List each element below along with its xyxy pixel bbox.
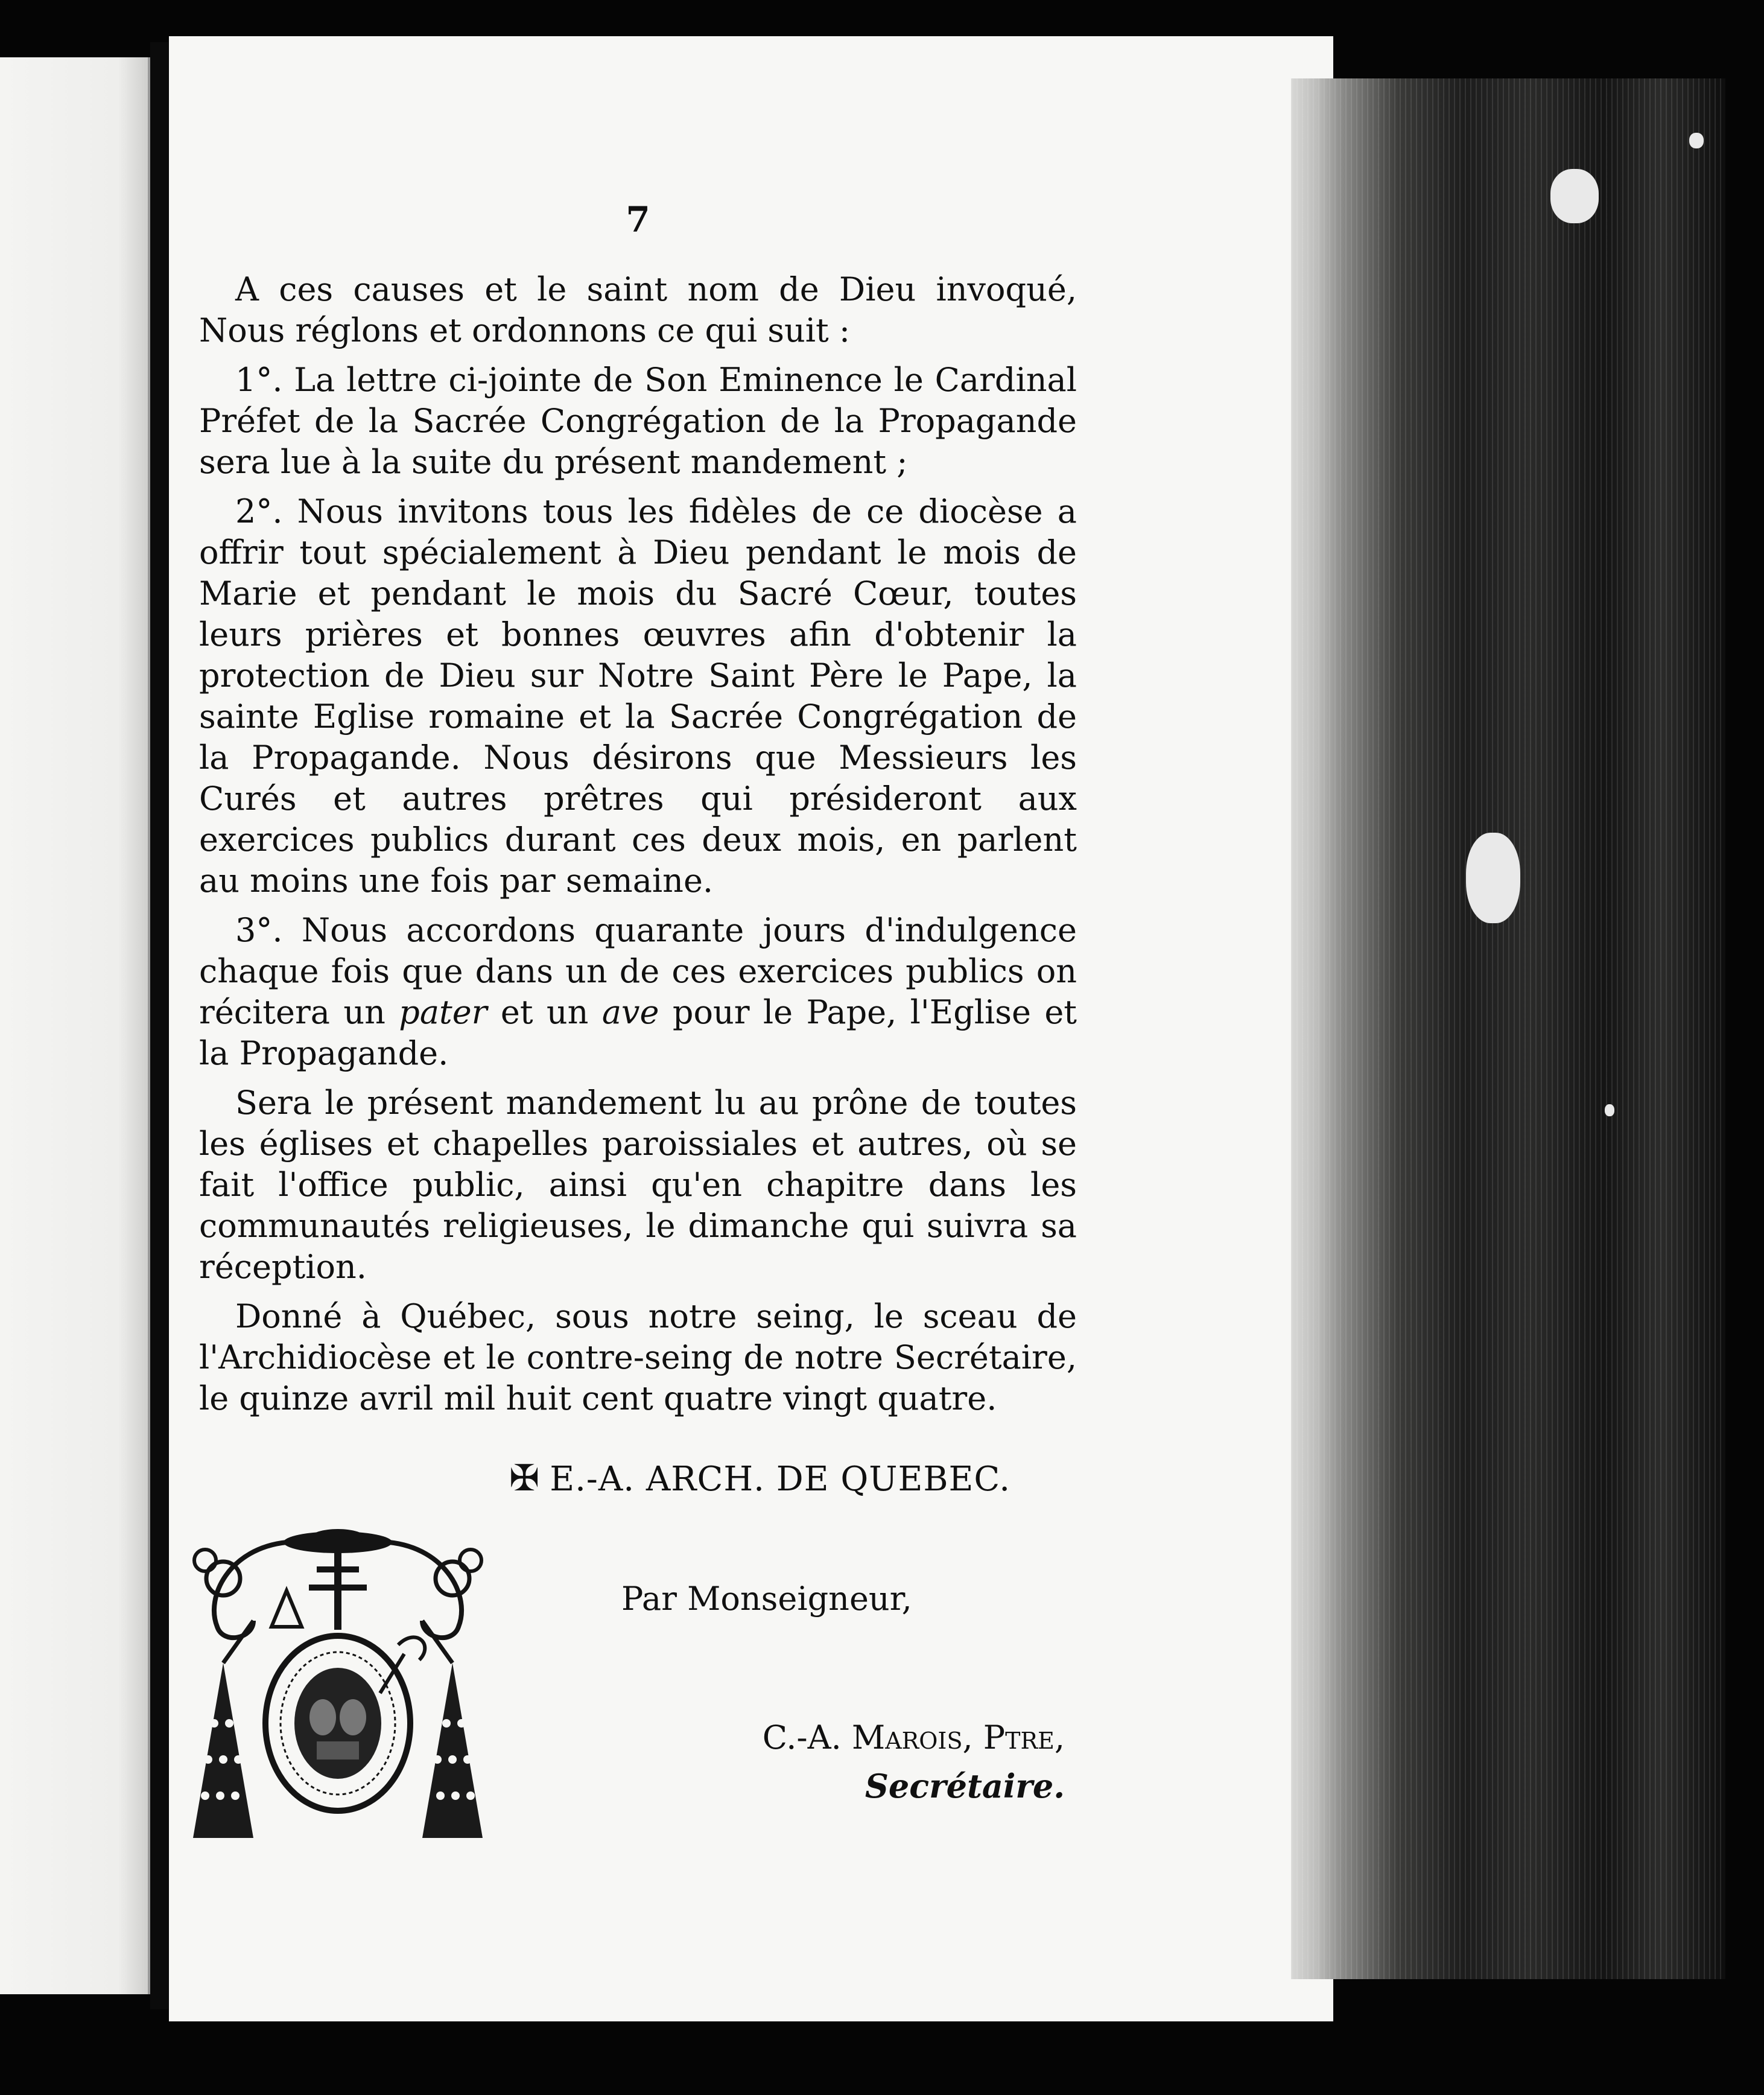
signature-block [199, 1518, 1077, 1892]
word-pater: pater [399, 993, 487, 1031]
book-gutter [150, 42, 168, 2009]
page-number: 7 [626, 199, 650, 240]
paragraph-preamble: A ces causes et le saint nom de Dieu invoqué, Nous réglons et ordonnons ce qui suit : [199, 270, 1077, 349]
page-content [199, 199, 1077, 1892]
article-3-text: et un [500, 993, 589, 1031]
paragraph-given-at: Donné à Québec, sous notre seing, le sceau de l'Archidiocèse et le contre-seing de notre Secrétaire, le quinze avril mil huit cent quatre vingt quatre. [199, 1297, 1077, 1417]
word-ave: ave [601, 993, 659, 1031]
secretary-name [763, 1717, 1065, 1758]
page-block-edge [1291, 78, 1725, 1979]
cross-pattee-icon: ✠ [509, 1457, 541, 1499]
coat-of-arms-icon [181, 1524, 495, 1874]
article-3-text: pour le Pape, l'Eglise et la Propagande. [199, 993, 1077, 1072]
par-monseigneur: Par Monseigneur, [621, 1580, 912, 1618]
left-page-edge [0, 57, 150, 1994]
paragraph-article-3 [199, 910, 1077, 1074]
archbishop-signature [199, 1458, 1010, 1500]
paper-speck [1466, 833, 1520, 923]
paper-speck [1550, 169, 1599, 223]
paragraph-article-1: 1°. La lettre ci-jointe de Son Eminence le Cardinal Préfet de la Sacrée Congrégation de la Propagande sera lue à la suite du présent mandement ; [199, 361, 1077, 481]
paragraph-article-2: 2°. Nous invitons tous les fidèles de ce diocèse a offrir tout spécialement à Dieu pendant le mois de Marie et pendant le mois du Sacré Cœur, toutes leurs prières et bonnes œuvres afin d'obtenir la protection de Dieu sur Notre Saint Père le Pape, la sainte Eglise romaine et la Sacrée Congrégation de la Propagande. Nous désirons que Messieurs les Curés et autres prêtres qui présideront aux exercices publics durant ces deux mois, en parlent au moins une fois par semaine. [199, 492, 1077, 900]
archbishop-name: E.-A. ARCH. DE QUEBEC. [550, 1460, 1010, 1499]
paragraph-reading-order: Sera le présent mandement lu au prône de toutes les églises et chapelles paroissiales et autres, où se fait l'office public, ainsi qu'en chapitre dans les communautés religieuses, le dimanche qui suivra sa réception. [199, 1084, 1077, 1286]
paper-speck [1689, 133, 1704, 148]
article-3-text: 3°. Nous accordons quarante jours d'indulgence chaque fois que dans un de ces exercices publics on récitera un [199, 911, 1077, 1031]
secretary-title: Secrétaire. [865, 1767, 1065, 1805]
secretary-name-text: C.-A. Marois, Ptre, [762, 1718, 1065, 1756]
paper-speck [1605, 1104, 1614, 1116]
